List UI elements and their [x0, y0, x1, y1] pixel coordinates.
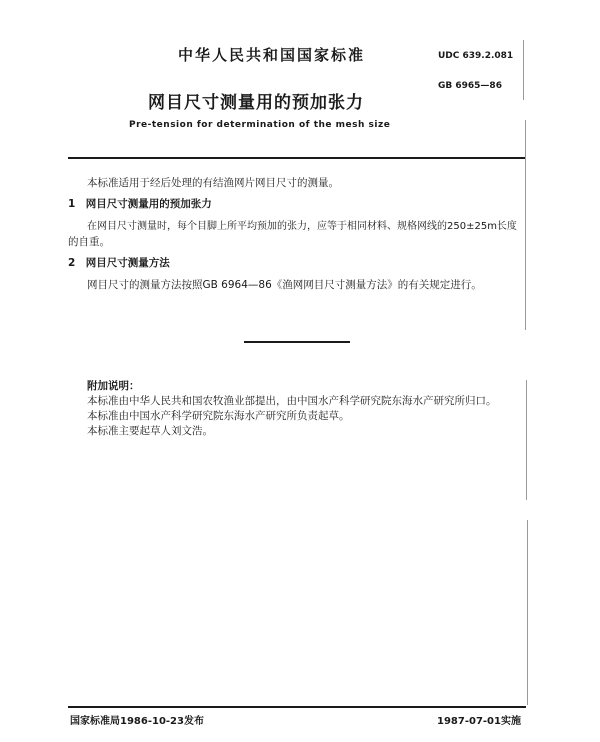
section-1-line-1: 在网目尺寸测量时，每个目脚上所平均预加的张力，应等于相同材料、规格网线的250±25m长度 — [87, 221, 517, 232]
section-2-heading: 2 网目尺寸测量方法 — [68, 257, 170, 269]
notes-line-3: 本标准主要起草人刘文浩。 — [87, 425, 213, 437]
section-2-line-1: 网目尺寸的测量方法按照GB 6964—86《渔网网目尺寸测量方法》的有关规定进行。 — [87, 279, 482, 291]
header-rule — [68, 157, 526, 159]
notes-line-2: 本标准由中国水产科学研究院东海水产研究所负责起草。 — [87, 410, 350, 422]
section-1-line-2: 的自重。 — [68, 236, 110, 248]
notes-line-1: 本标准由中华人民共和国农牧渔业部提出，由中国水产科学研究院东海水产研究所归口。 — [87, 395, 497, 407]
end-of-text-rule — [244, 341, 350, 343]
scan-edge-line — [527, 520, 528, 705]
notes-heading: 附加说明： — [87, 380, 140, 392]
standard-org-title: 中华人民共和国国家标准 — [178, 46, 366, 64]
effective-date: 1987-07-01实施 — [437, 716, 521, 727]
udc-code: UDC 639.2.081 — [438, 51, 514, 61]
scan-edge-line — [525, 120, 526, 330]
gb-number: GB 6965—86 — [438, 81, 502, 91]
scan-edge-line — [523, 40, 524, 100]
intro-paragraph: 本标准适用于经后处理的有结渔网片网目尺寸的测量。 — [87, 177, 339, 189]
issue-date: 国家标准局1986-10-23发布 — [70, 716, 204, 727]
document-title: 网目尺寸测量用的预加张力 — [148, 93, 364, 113]
footer-rule — [68, 706, 526, 708]
section-1-heading: 1 网目尺寸测量用的预加张力 — [68, 198, 212, 210]
scan-edge-line — [526, 380, 527, 500]
document-subtitle-en: Pre-tension for determination of the mesh size — [129, 120, 391, 130]
